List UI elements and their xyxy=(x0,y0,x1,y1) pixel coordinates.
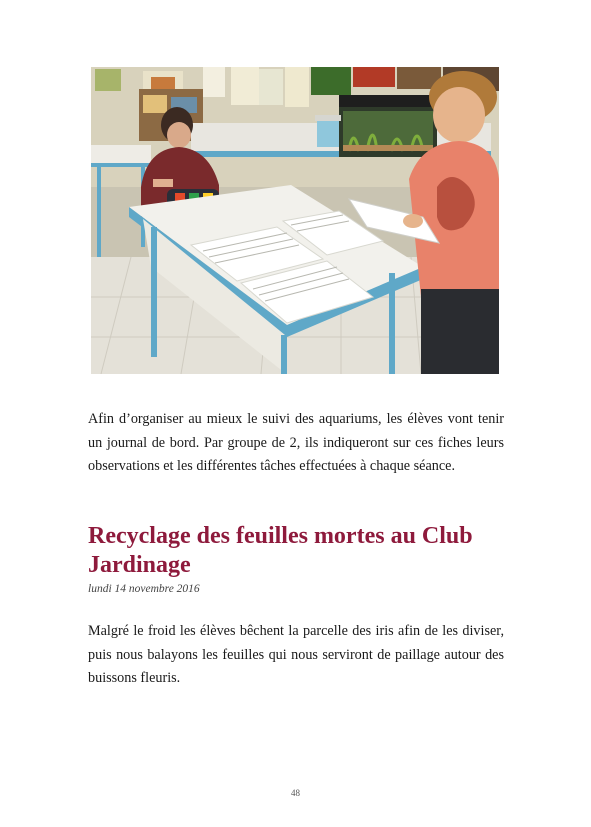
intro-paragraph: Afin d’organiser au mieux le suivi des aquariums, les élèves vont tenir un journal de bord. Par groupe de 2, ils indiqueront sur ces fiches leurs observations et les différentes tâches effectuées à chaque séance. xyxy=(88,411,504,474)
article-title: Recyclage des feuilles mortes au Club Jardinage xyxy=(88,523,473,578)
article-date: lundi 14 novembre 2016 xyxy=(88,583,200,595)
page-number: 48 xyxy=(291,788,300,798)
article-body: Malgré le froid les élèves bêchent la parcelle des iris afin de les diviser, puis nous balayons les feuilles qui nous serviront de paillage autour des buissons fleuris. xyxy=(88,623,504,686)
classroom-aquarium-photo xyxy=(91,67,499,374)
